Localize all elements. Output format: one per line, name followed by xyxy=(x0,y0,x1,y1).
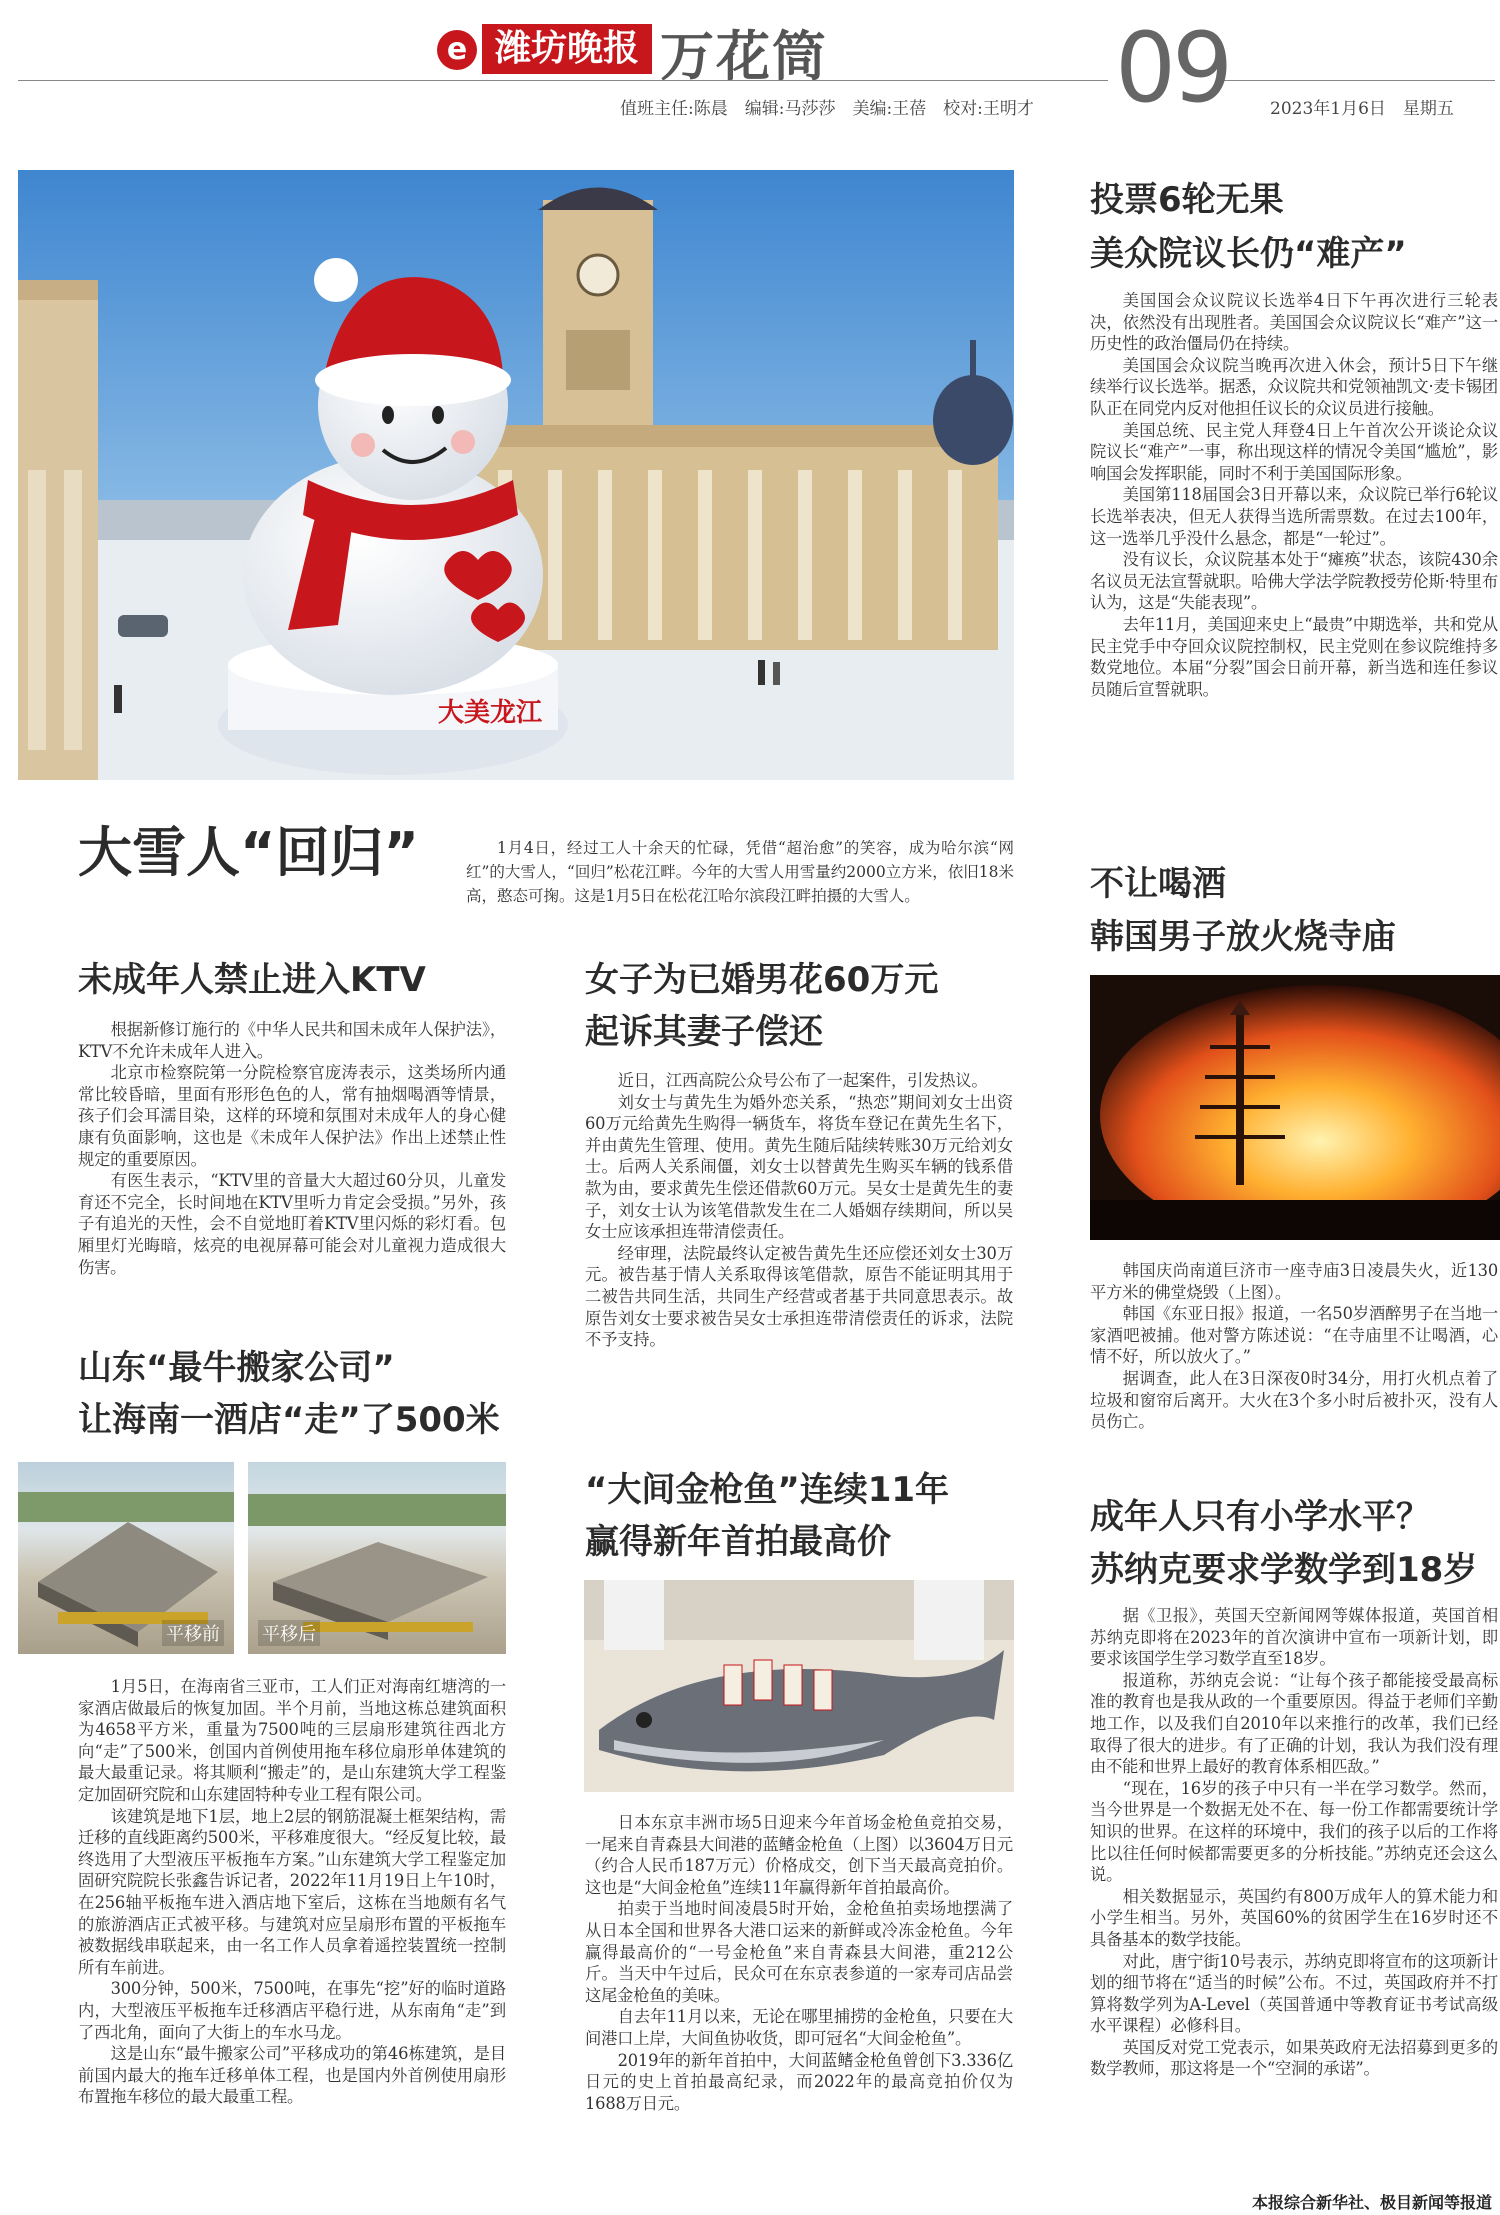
lawsuit-para: 刘女士与黄先生为婚外恋关系，“热恋”期间刘女士出资60万元给黄先生购得一辆货车，将货车登记在黄先生名下，并由黄先生管理、使用。黄先生随后陆续转账30万元给刘女士。后两人关系闹僵，刘女士以替黄先生购买车辆的钱系借款为由，要求黄先生偿还借款60万元。吴女士是黄先生的妻子，刘女士认为该笔借款发生在二人婚姻存续期间，所以吴女士应该承担连带清偿责任。 xyxy=(585,1092,1013,1242)
ktv-para: 北京市检察院第一分院检察官庞涛表示，这类场所内通常比较昏暗，里面有形形色色的人，常有抽烟喝酒等情景，孩子们会耳濡目染，这样的环境和氛围对未成年人的身心健康有负面影响，这也是《未成年人保护法》作出上述禁止性规定的重要原因。 xyxy=(78,1063,506,1169)
lawsuit-headline-1: 女子为已婚男花60万元 xyxy=(585,960,939,1000)
speaker-para: 美国第118届国会3日开幕以来，众议院已举行6轮议长选举表决，但无人获得当选所需票数。在过去100年，这一选举几乎没什么悬念，都是“一轮过”。 xyxy=(1090,485,1498,548)
math-headline-1: 成年人只有小学水平？ xyxy=(1090,1497,1430,1537)
ktv-headline: 未成年人禁止进入KTV xyxy=(78,960,426,1000)
snowman-caption: 1月4日，经过工人十余天的忙碌，凭借“超治愈”的笑容，成为哈尔滨“网红”的大雪人，“回归”松花江畔。今年的大雪人用雪量约2000立方米，依旧18米高，憨态可掬。这是1月5日在松花江哈尔滨段江畔拍摄的大雪人。 xyxy=(466,839,1014,905)
speaker-body xyxy=(1090,290,1498,700)
section-name: 万花筒 xyxy=(660,25,828,88)
editor-line: 值班主任:陈晨 编辑:马莎莎 美编:王蓓 校对:王明才 xyxy=(620,99,1034,119)
temple-fire-photo xyxy=(1090,975,1500,1240)
ktv-para: 有医生表示，“KTV里的音量大大超过60分贝，儿童发育还不完全，长时间地在KTV里听力肯定会受损。”另外，孩子有追光的天性，会不自觉地盯着KTV里闪烁的彩灯看。包厢里灯光晦暗，炫亮的电视屏幕可能会对儿童视力造成很大伤害。 xyxy=(78,1171,506,1277)
lawsuit-para: 经审理，法院最终认定被告黄先生还应偿还刘女士30万元。被告基于情人关系取得该笔借款，原告不能证明其用于二被告共同生活，共同生产经营或者基于共同意思表示。故原告刘女士要求被告吴女士承担连带清偿责任的诉求，法院不予支持。 xyxy=(585,1243,1013,1350)
moving-para: 300分钟，500米，7500吨，在事先“挖”好的临时道路内，大型液压平板拖车迁移酒店平稳行进，从东南角“走”到了西北角，面向了大街上的车水马龙。 xyxy=(78,1979,506,2042)
moving-headline-2: 让海南一酒店“走”了500米 xyxy=(78,1400,500,1440)
tuna-illustration xyxy=(584,1580,1014,1792)
temple-para: 据调查，此人在3日深夜0时34分，用打火机点着了垃圾和窗帘后离开。大火在3个多小时后被扑灭，没有人员伤亡。 xyxy=(1090,1368,1498,1432)
source-credit: 本报综合新华社、极目新闻等报道 xyxy=(1251,2193,1492,2212)
temple-para: 韩国《东亚日报》报道，一名50岁酒醉男子在当地一家酒吧被捕。他对警方陈述说：“在寺庙里不让喝酒，心情不好，所以放火了。” xyxy=(1090,1304,1498,1367)
speaker-para: 美国国会众议院当晚再次进入休会，预计5日下午继续举行议长选举。据悉，众议院共和党领袖凯文·麦卡锡团队正在同党内反对他担任议长的众议员进行接触。 xyxy=(1090,355,1498,418)
ktv-para: 根据新修订施行的《中华人民共和国未成年人保护法》，KTV不允许未成年人进入。 xyxy=(78,1020,506,1061)
snowman-illustration xyxy=(18,170,1014,780)
speaker-para: 美国国会众议院议长选举4日下午再次进行三轮表决，依然没有出现胜者。美国国会众议院议长“难产”这一历史性的政治僵局仍在持续。 xyxy=(1090,291,1498,354)
tuna-para: 2019年的新年首拍中，大间蓝鳍金枪鱼曾创下3.336亿日元的史上首拍最高纪录，而2022年的最高竞拍价仅为1688万日元。 xyxy=(585,2050,1013,2113)
temple-body xyxy=(1090,1260,1498,1433)
paper-name: 潍坊晚报 xyxy=(482,24,652,74)
math-body xyxy=(1090,1605,1498,2080)
snowman-photo xyxy=(18,170,1014,780)
tuna-para: 日本东京丰洲市场5日迎来今年首场金枪鱼竞拍交易，一尾来自青森县大间港的蓝鳍金枪鱼（上图）以3604万日元（约合人民币187万元）价格成交，创下当天最高竞拍价。这也是“大间金枪鱼”连续11年赢得新年首拍最高价。 xyxy=(585,1813,1013,1897)
temple-headline-2: 韩国男子放火烧寺庙 xyxy=(1090,917,1396,957)
paper-logo-icon: e xyxy=(437,30,477,70)
speaker-headline-1: 投票6轮无果 xyxy=(1090,180,1284,220)
math-para: “现在，16岁的孩子中只有一半在学习数学。然而，当今世界是一个数据无处不在、每一份工作都需要统计学知识的世界。在这样的环境中，我们的孩子以后的工作将比以往任何时候都需要更多的分析技能。”苏纳克还会这么说。 xyxy=(1090,1778,1498,1885)
math-para: 报道称，苏纳克会说：“让每个孩子都能接受最高标准的教育也是我从政的一个重要原因。得益于老师们辛勤地工作，以及我们自2010年以来推行的改革，我们已经取得了很大的进步。有了正确的计划，我认为我们没有理由不能和世界上最好的教育体系相匹敌。” xyxy=(1090,1670,1498,1777)
header-rule-left xyxy=(18,80,1108,81)
speaker-para: 没有议长，众议院基本处于“瘫痪”状态，该院430余名议员无法宣誓就职。哈佛大学法学院教授劳伦斯·特里布认为，这是“失能表现”。 xyxy=(1090,550,1498,613)
speaker-headline-2: 美众院议长仍“难产” xyxy=(1090,234,1407,274)
hotel-after-photo xyxy=(248,1462,506,1654)
math-headline-2: 苏纳克要求学数学到18岁 xyxy=(1090,1550,1478,1590)
math-para: 据《卫报》，英国天空新闻网等媒体报道，英国首相苏纳克即将在2023年的首次演讲中宣布一项新计划，即要求该国学生学习数学直至18岁。 xyxy=(1090,1606,1498,1669)
temple-para: 韩国庆尚南道巨济市一座寺庙3日凌晨失火，近130平方米的佛堂烧毁（上图）。 xyxy=(1090,1261,1498,1302)
masthead xyxy=(0,0,1500,124)
tuna-headline-1: “大间金枪鱼”连续11年 xyxy=(585,1470,950,1510)
lawsuit-headline-2: 起诉其妻子偿还 xyxy=(585,1012,823,1052)
moving-headline-1: 山东“最牛搬家公司” xyxy=(78,1348,395,1388)
page-number: 09 xyxy=(1115,12,1230,124)
snowman-base-sign: 大美龙江 xyxy=(438,698,543,728)
tuna-body xyxy=(585,1812,1013,2114)
speaker-para: 去年11月，美国迎来史上“最贵”中期选举，共和党从民主党手中夺回众议院控制权，民主党则在参议院维持多数党地位。本届“分裂”国会日前开幕，新当选和连任参议员随后宣誓就职。 xyxy=(1090,614,1498,699)
moving-para: 这是山东“最牛搬家公司”平移成功的第46栋建筑，是目前国内最大的拖车迁移单体工程，也是国内外首例使用扇形布置拖车移位的最大最重工程。 xyxy=(78,2044,506,2107)
lawsuit-para: 近日，江西高院公众号公布了一起案件，引发热议。 xyxy=(617,1071,988,1090)
issue-date: 2023年1月6日 星期五 xyxy=(1270,99,1454,119)
temple-headline-1: 不让喝酒 xyxy=(1090,864,1226,904)
tuna-photo xyxy=(584,1580,1014,1792)
fire-illustration xyxy=(1090,975,1500,1240)
header-rule-right xyxy=(1220,80,1495,81)
math-para: 英国反对党工党表示，如果英政府无法招募到更多的数学教师，那这将是一个“空洞的承诺”。 xyxy=(1090,2037,1498,2079)
math-para: 对此，唐宁街10号表示，苏纳克即将宣布的这项新计划的细节将在“适当的时候”公布。不过，英国政府并不打算将数学列为A-Level（英国普通中等教育证书考试高级水平课程）必修科目。 xyxy=(1090,1951,1498,2036)
hotel-before-photo xyxy=(18,1462,234,1654)
before-label: 平移前 xyxy=(162,1620,224,1646)
speaker-para: 美国总统、民主党人拜登4日上午首次公开谈论众议院议长“难产”一事，称出现这样的情况令美国“尴尬”，影响国会发挥职能，同时不利于美国国际形象。 xyxy=(1090,420,1498,483)
ktv-body xyxy=(78,1019,506,1278)
moving-body xyxy=(78,1676,506,2108)
tuna-para: 自去年11月以来，无论在哪里捕捞的金枪鱼，只要在大间港口上岸，大间鱼协收货，即可冠名“大间金枪鱼”。 xyxy=(585,2007,1013,2048)
tuna-headline-2: 赢得新年首拍最高价 xyxy=(585,1522,891,1562)
snowman-headline: 大雪人“回归” xyxy=(78,821,419,884)
after-label: 平移后 xyxy=(258,1620,320,1646)
moving-para: 该建筑是地下1层，地上2层的钢筋混凝土框架结构，需迁移的直线距离约500米，平移难度很大。“经反复比较，最终选用了大型液压平板拖车方案。”山东建筑大学工程鉴定加固研究院院长张鑫告诉记者，2022年11月19日上午10时，在256轴平板拖车进入酒店地下室后，这栋在当地颇有名气的旅游酒店正式被平移。与建筑对应呈扇形布置的平板拖车被数据线串联起来，由一名工作人员拿着遥控装置统一控制所有车前进。 xyxy=(78,1806,506,1977)
math-para: 相关数据显示，英国约有800万成年人的算术能力和小学生相当。另外，英国60%的贫困学生在16岁时还不具备基本的数学技能。 xyxy=(1090,1886,1498,1949)
moving-para: 1月5日，在海南省三亚市，工人们正对海南红塘湾的一家酒店做最后的恢复加固。半个月前，当地这栋总建筑面积为4658平方米，重量为7500吨的三层扇形建筑往西北方向“走”了500米，创国内首例使用拖车移位扇形单体建筑的最大最重记录。将其顺利“搬走”的，是山东建筑大学工程鉴定加固研究院和山东建固特种专业工程有限公司。 xyxy=(78,1677,506,1804)
tuna-para: 拍卖于当地时间凌晨5时开始，金枪鱼拍卖场地摆满了从日本全国和世界各大港口运来的新鲜或冷冻金枪鱼。今年赢得最高价的“一号金枪鱼”来自青森县大间港，重212公斤。当天中午过后，民众可在东京表参道的一家寿司店品尝这尾金枪鱼的美味。 xyxy=(585,1899,1013,2005)
lawsuit-body xyxy=(585,1070,1013,1351)
